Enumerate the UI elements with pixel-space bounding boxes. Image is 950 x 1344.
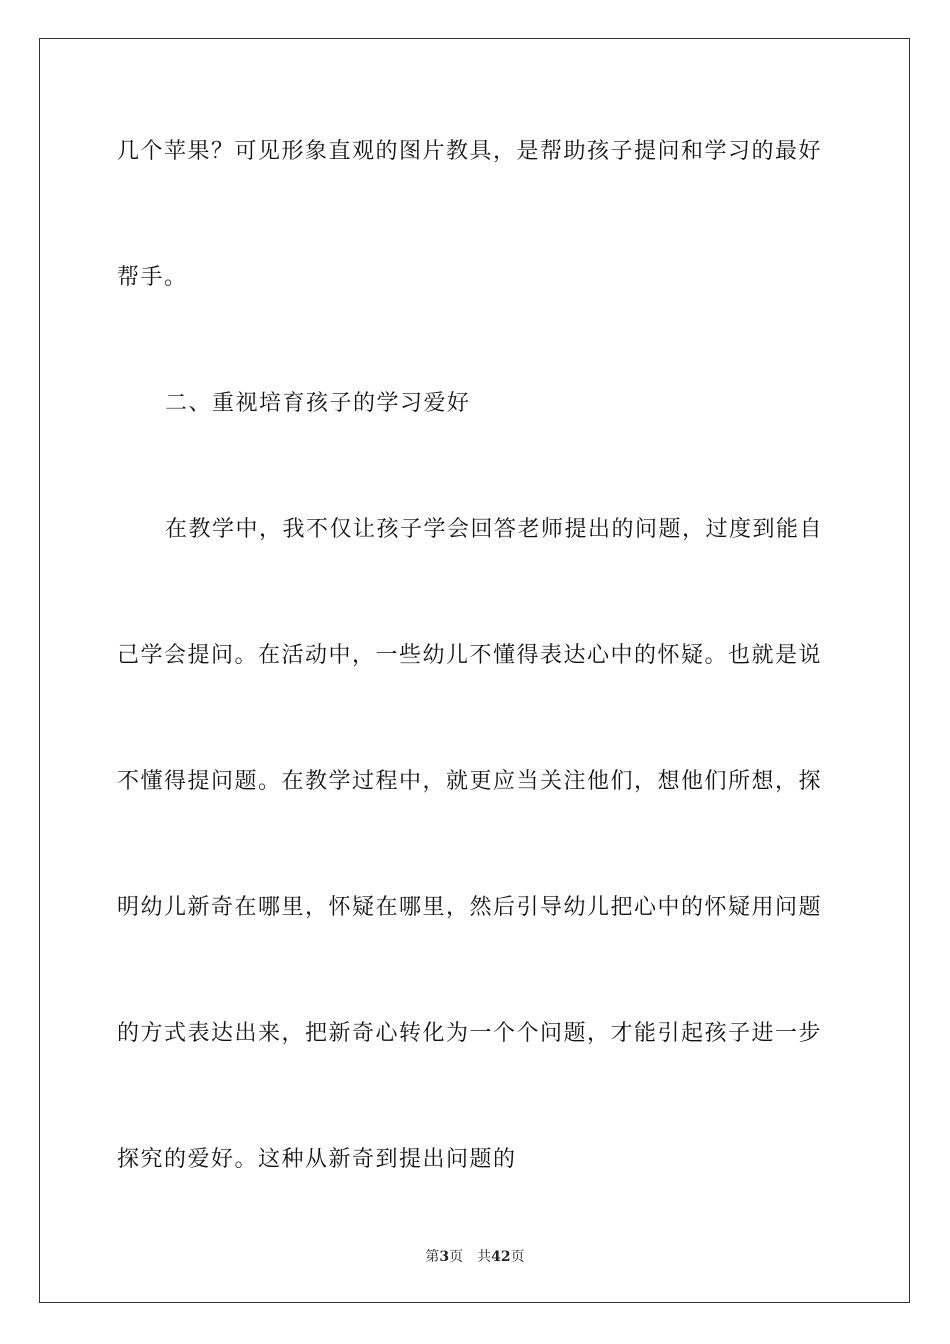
total-pages: 42 — [491, 1249, 511, 1265]
text-line-5: 己学会提问。在活动中，一些幼儿不懂得表达心中的怀疑。也就是说 — [117, 643, 823, 668]
text-line-7: 明幼儿新奇在哪里，怀疑在哪里，然后引导幼儿把心中的怀疑用问题 — [117, 895, 823, 920]
total-suffix: 页 — [510, 1249, 525, 1265]
text-line-6: 不懂得提问题。在教学过程中，就更应当关注他们，想他们所想，探 — [117, 769, 823, 794]
page-number: 3 — [439, 1249, 450, 1265]
page-border — [39, 38, 910, 1303]
section-heading: 二、重视培育孩子的学习爱好 — [165, 391, 471, 416]
text-line-9: 探究的爱好。这种从新奇到提出问题的 — [117, 1147, 517, 1172]
page-prefix: 第 — [425, 1249, 440, 1265]
text-line-1: 几个苹果？可见形象直观的图片教具，是帮助孩子提问和学习的最好 — [117, 139, 823, 164]
page-suffix: 页 — [449, 1249, 464, 1265]
page-footer — [0, 1248, 950, 1266]
text-line-8: 的方式表达出来，把新奇心转化为一个个问题，才能引起孩子进一步 — [117, 1021, 823, 1046]
total-prefix: 共 — [477, 1249, 492, 1265]
text-line-4: 在教学中，我不仅让孩子学会回答老师提出的问题，过度到能自 — [165, 517, 824, 542]
text-line-2: 帮手。 — [117, 265, 188, 290]
